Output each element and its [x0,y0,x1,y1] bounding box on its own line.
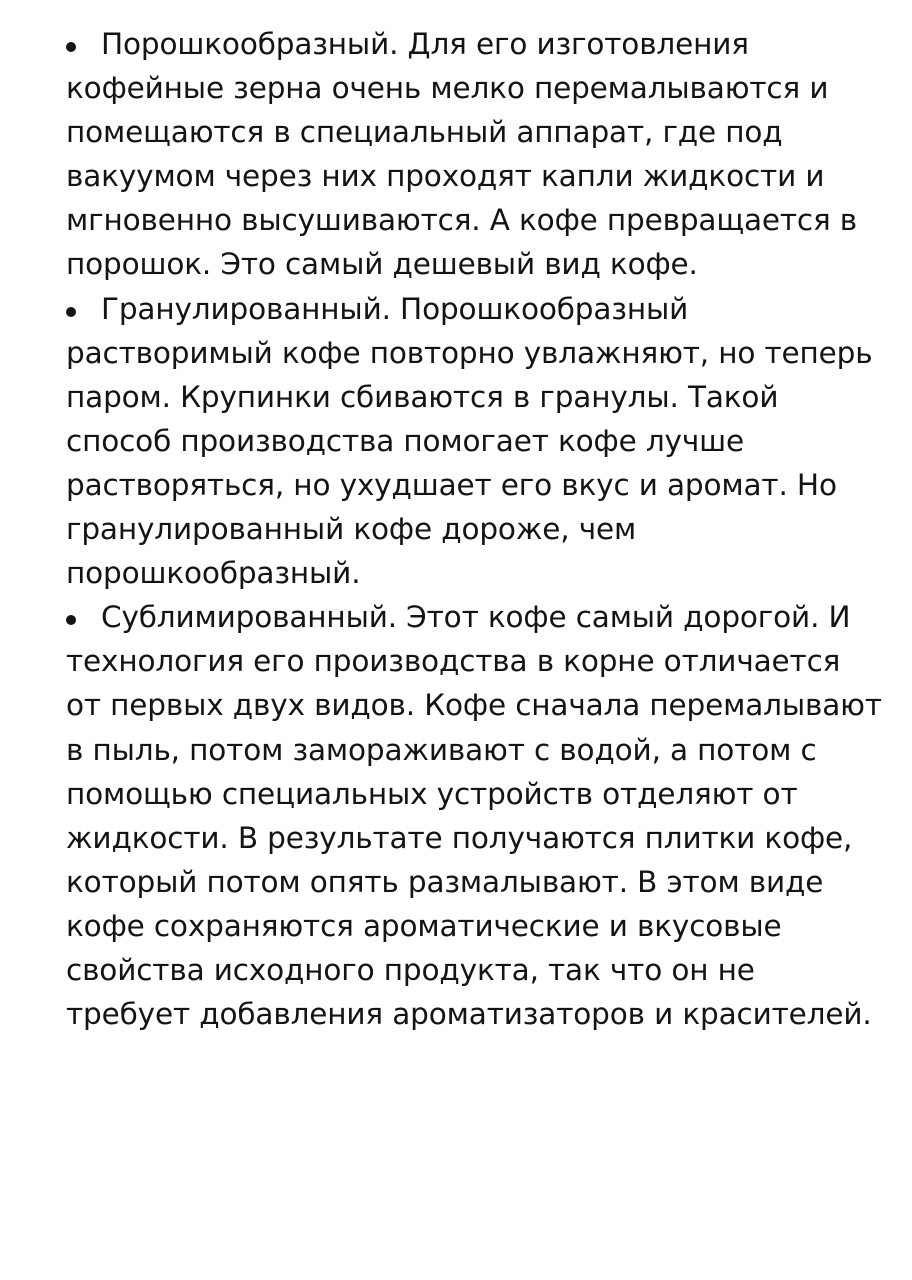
list-item-text: Гранулированный. Порошкообразный растворимый кофе повторно увлажняют, но теперь паром. Крупинки сбиваются в гранулы. Такой способ производства помогает кофе лучше растворяться, но ухудшает его вкус и аромат. Но гранулированный кофе дороже, чем порошкообразный. [66,291,873,591]
coffee-types-list [66,22,884,1036]
list-item-granulated [66,287,884,596]
bullet-icon [66,307,76,317]
list-item-text: Порошкообразный. Для его изготовления кофейные зерна очень мелко перемалываются и помещаются в специальный аппарат, где под вакуумом через них проходят капли жидкости и мгновенно высушиваются. А кофе превращается в порошок. Это самый дешевый вид кофе. [66,27,858,282]
list-item-text: Сублимированный. Этот кофе самый дорогой. И технология его производства в корне отличается от первых двух видов. Кофе сначала перемалывают в пыль, потом замораживают с водой, а потом с помощью специальных устройств отделяют от жидкости. В результате получаются плитки кофе, который потом опять размалывают. В этом виде кофе сохраняются ароматические и вкусовые свойства исходного продукта, так что он не требует добавления ароматизаторов и красителей. [66,600,882,1032]
list-item-powdered [66,22,884,287]
document-body [0,22,912,1036]
bullet-icon [66,615,76,625]
bullet-icon [66,42,76,52]
list-item-freeze-dried [66,595,884,1036]
